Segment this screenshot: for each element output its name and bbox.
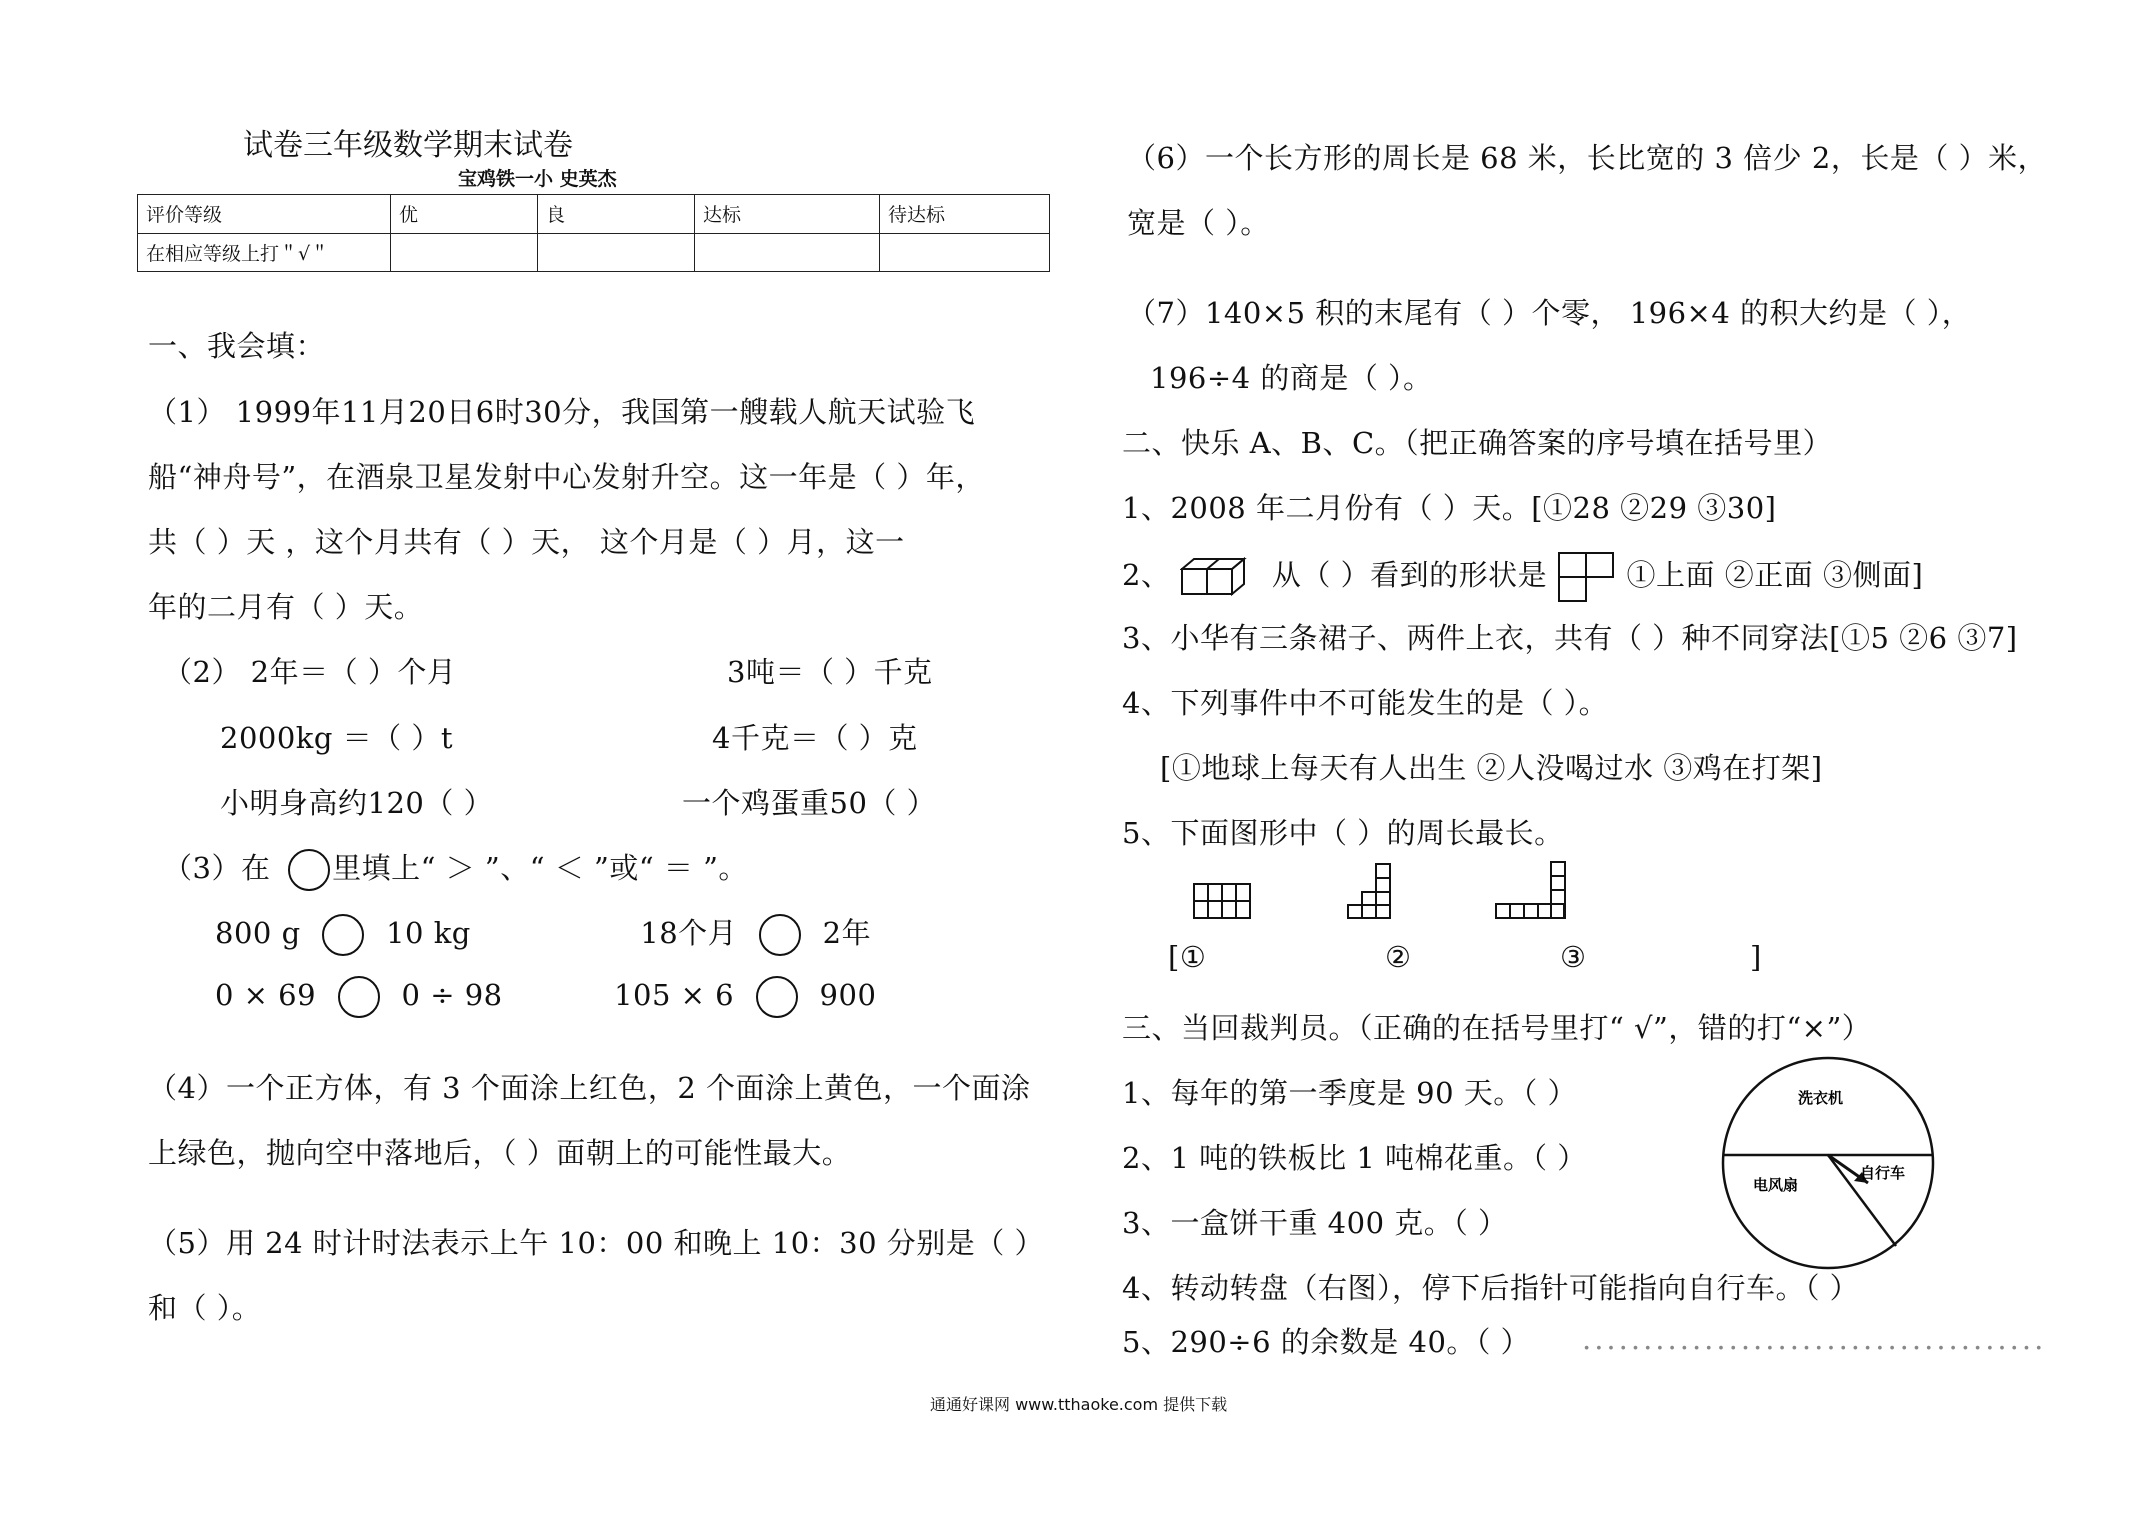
q6-line-1: （6）一个长方形的周长是 68 米，长比宽的 3 倍少 2，长是（ ）米，	[1127, 141, 2048, 175]
q6-line-2: 宽是（ ）。	[1127, 206, 1270, 240]
figure-1-icon	[1194, 884, 1250, 918]
figure-2-icon	[1348, 864, 1390, 918]
s2-q5-option-1: [①	[1168, 940, 1207, 974]
grade-mark-cell[interactable]	[880, 233, 1050, 272]
page-title: 试卷三年级数学期末试卷	[243, 128, 573, 163]
s3-question-2: 2、1 吨的铁板比 1 吨棉花重。（ ）	[1122, 1141, 1587, 1175]
q3-expr: 900	[819, 978, 877, 1012]
q4-line-2: 上绿色，抛向空中落地后，（ ）面朝上的可能性最大。	[148, 1136, 852, 1170]
grade-mark-cell[interactable]	[538, 233, 695, 272]
cubes-icon	[1180, 557, 1262, 597]
author-line: 宝鸡铁一小 史英杰	[458, 168, 617, 190]
q1-line-1: （1） 1999年11月20日6时30分，我国第一艘载人航天试验飞	[148, 395, 976, 429]
compare-circle[interactable]	[322, 914, 364, 956]
grade-header-cell: 达标	[695, 195, 880, 234]
s3-question-1: 1、每年的第一季度是 90 天。（ ）	[1122, 1076, 1578, 1110]
q7-line-1: （7）140×5 积的末尾有（ ）个零， 196×4 的积大约是（ ），	[1127, 296, 1972, 330]
s2-q2-text: 从（ ）看到的形状是	[1271, 558, 1548, 592]
s3-question-4: 4、转动转盘（右图），停下后指针可能指向自行车。（ ）	[1122, 1271, 1860, 1305]
s2-q5-option-end: ]	[1750, 940, 1762, 974]
s2-question-1: 1、2008 年二月份有（ ）天。[①28 ②29 ③30]	[1122, 491, 1777, 525]
q3-prefix: （3）在	[163, 851, 271, 885]
q4-line-1: （4）一个正方体，有 3 个面涂上红色，2 个面涂上黄色，一个面涂	[148, 1071, 1031, 1105]
q1-line-4: 年的二月有（ ）天。	[148, 590, 424, 624]
spinner-label-left: 电风扇	[1753, 1176, 1799, 1194]
s2-question-3: 3、小华有三条裙子、两件上衣，共有（ ）种不同穿法[①5 ②6 ③7]	[1122, 621, 2018, 655]
q3-compare-row-1	[215, 911, 871, 956]
grade-header-cell: 优	[391, 195, 538, 234]
circle-icon	[288, 849, 330, 891]
grade-instruction-cell: 在相应等级上打＂√＂	[138, 233, 391, 272]
compare-circle[interactable]	[756, 976, 798, 1018]
grade-header-cell: 良	[538, 195, 695, 234]
q3-expr: 18个月	[640, 916, 738, 950]
q3-instruction	[163, 846, 748, 891]
view-shape-icon	[1557, 551, 1617, 603]
section-1-heading: 一、我会填：	[148, 329, 326, 363]
s3-question-3: 3、一盒饼干重 400 克。（ ）	[1122, 1206, 1508, 1240]
q1-line-2: 船“神舟号”，在酒泉卫星发射中心发射升空。这一年是（ ）年，	[148, 460, 985, 494]
q3-expr: 800 g	[215, 916, 301, 950]
spinner-wheel	[1718, 1053, 1938, 1273]
q3-compare-row-2	[215, 976, 876, 1018]
grade-mark-cell[interactable]	[391, 233, 538, 272]
s2-q2-number: 2、	[1122, 558, 1171, 592]
s2-question-4-options: [①地球上每天有人出生 ②人没喝过水 ③鸡在打架]	[1160, 751, 1823, 785]
perimeter-figures	[1190, 860, 1610, 920]
section-3-heading: 三、当回裁判员。（正确的在括号里打“ √”，错的打“×”）	[1122, 1011, 1872, 1045]
s2-question-5: 5、下面图形中（ ）的周长最长。	[1122, 816, 1564, 850]
grade-mark-cell[interactable]	[695, 233, 880, 272]
spinner-label-top: 洗衣机	[1798, 1089, 1844, 1107]
grade-header-cell: 评价等级	[138, 195, 391, 234]
q2-item-months: （2） 2年＝（ ）个月	[163, 655, 457, 689]
s2-q5-option-2: ②	[1385, 940, 1412, 974]
q1-line-3: 共（ ）天 ，这个月共有（ ）天， 这个月是（ ）月，这一	[148, 525, 905, 559]
q3-expr: 10 kg	[386, 916, 471, 950]
compare-circle[interactable]	[338, 976, 380, 1018]
s2-q5-option-3: ③	[1560, 940, 1587, 974]
q3-expr: 0 × 69	[215, 978, 317, 1012]
q7-line-2: 196÷4 的商是（ ）。	[1150, 361, 1433, 395]
q2-item-egg: 一个鸡蛋重50（ ）	[682, 786, 937, 820]
q2-item-tons: 3吨＝（ ）千克	[727, 655, 933, 689]
figure-3-icon	[1496, 862, 1565, 918]
s3-question-5: 5、290÷6 的余数是 40。（ ）	[1122, 1325, 1531, 1359]
trailing-dots: ......................................	[1582, 1322, 2047, 1356]
grade-table	[137, 194, 1050, 272]
q2-item-kg: 2000kg ＝（ ）t	[220, 721, 454, 755]
s2-question-2	[1122, 551, 1923, 603]
compare-circle[interactable]	[759, 914, 801, 956]
q2-item-height: 小明身高约120（ ）	[220, 786, 494, 820]
grade-header-cell: 待达标	[880, 195, 1050, 234]
s2-q2-options: ①上面 ②正面 ③侧面]	[1626, 558, 1924, 592]
s2-question-4: 4、下列事件中不可能发生的是（ ）。	[1122, 686, 1609, 720]
q3-suffix: 里填上“ ＞ ”、“ ＜ ”或“ ＝ ”。	[332, 851, 748, 885]
section-2-heading: 二、快乐 A、B、C。（把正确答案的序号填在括号里）	[1122, 426, 1833, 460]
q5-line-1: （5）用 24 时计时法表示上午 10：00 和晚上 10：30 分别是（ ）	[148, 1226, 1044, 1260]
q3-expr: 0 ÷ 98	[401, 978, 503, 1012]
q5-line-2: 和（ ）。	[148, 1291, 262, 1325]
spinner-label-right: 自行车	[1860, 1164, 1906, 1182]
q2-item-grams: 4千克＝（ ）克	[712, 721, 918, 755]
q3-expr: 105 × 6	[614, 978, 735, 1012]
q3-expr: 2年	[822, 916, 872, 950]
footer-text: 通通好课网 www.tthaoke.com 提供下载	[930, 1395, 1228, 1414]
